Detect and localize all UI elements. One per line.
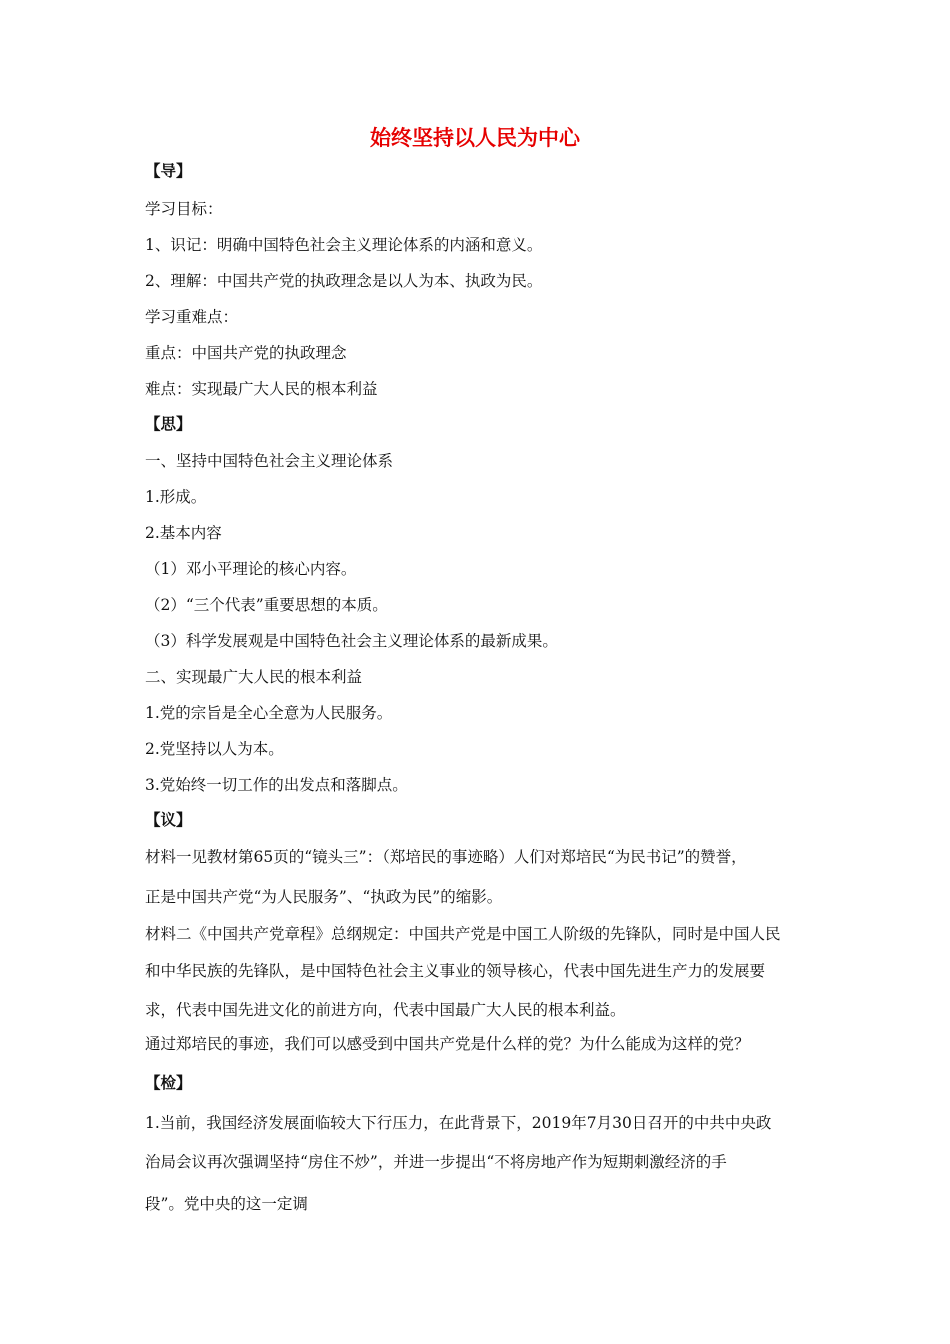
section-heading-discuss: 【议】 — [145, 810, 192, 829]
text-line: 段”。党中央的这一定调 — [145, 1195, 308, 1213]
text-line: 重点：中国共产党的执政理念 — [145, 344, 347, 362]
text-line: 正是中国共产党“为人民服务”、“执政为民”的缩影。 — [145, 888, 503, 906]
text-line: 学习目标： — [145, 200, 223, 218]
text-line: 1.形成。 — [145, 488, 207, 506]
text-line: 治局会议再次强调坚持“房住不炒”，并进一步提出“不将房地产作为短期刺激经济的手 — [145, 1153, 727, 1171]
text-line: 2.基本内容 — [145, 524, 222, 542]
text-line: （1）邓小平理论的核心内容。 — [145, 560, 357, 578]
text-line: 求，代表中国先进文化的前进方向，代表中国最广大人民的根本利益。 — [145, 1001, 626, 1019]
text-line: 材料二《中国共产党章程》总纲规定：中国共产党是中国工人阶级的先锋队，同时是中国人民 — [145, 925, 781, 943]
text-line: 和中华民族的先锋队，是中国特色社会主义事业的领导核心，代表中国先进生产力的发展要 — [145, 962, 766, 980]
text-line: 学习重难点： — [145, 308, 239, 326]
text-line: 一、坚持中国特色社会主义理论体系 — [145, 452, 394, 470]
text-line: 2.党坚持以人为本。 — [145, 740, 284, 758]
text-line: 1、识记：明确中国特色社会主义理论体系的内涵和意义。 — [145, 236, 543, 254]
section-heading-think: 【思】 — [145, 414, 192, 433]
text-line: 3.党始终一切工作的出发点和落脚点。 — [145, 776, 408, 794]
text-line: 材料一见教材第65页的“镜头三”：（郑培民的事迹略）人们对郑培民“为民书记”的赞誉， — [145, 848, 747, 866]
document-title: 始终坚持以人民为中心 — [370, 126, 580, 150]
section-heading-guide: 【导】 — [145, 161, 192, 180]
text-line: 二、实现最广大人民的根本利益 — [145, 668, 363, 686]
text-line: 1.当前，我国经济发展面临较大下行压力，在此背景下，2019年7月30日召开的中共中央政 — [145, 1114, 772, 1132]
text-line: 2、理解：中国共产党的执政理念是以人为本、执政为民。 — [145, 272, 543, 290]
section-heading-check: 【检】 — [145, 1073, 192, 1092]
text-line: 1.党的宗旨是全心全意为人民服务。 — [145, 704, 393, 722]
text-line: 难点：实现最广大人民的根本利益 — [145, 380, 378, 398]
text-line: （2）“三个代表”重要思想的本质。 — [145, 596, 388, 614]
text-line: 通过郑培民的事迹，我们可以感受到中国共产党是什么样的党？为什么能成为这样的党？ — [145, 1035, 750, 1053]
text-line: （3）科学发展观是中国特色社会主义理论体系的最新成果。 — [145, 632, 558, 650]
